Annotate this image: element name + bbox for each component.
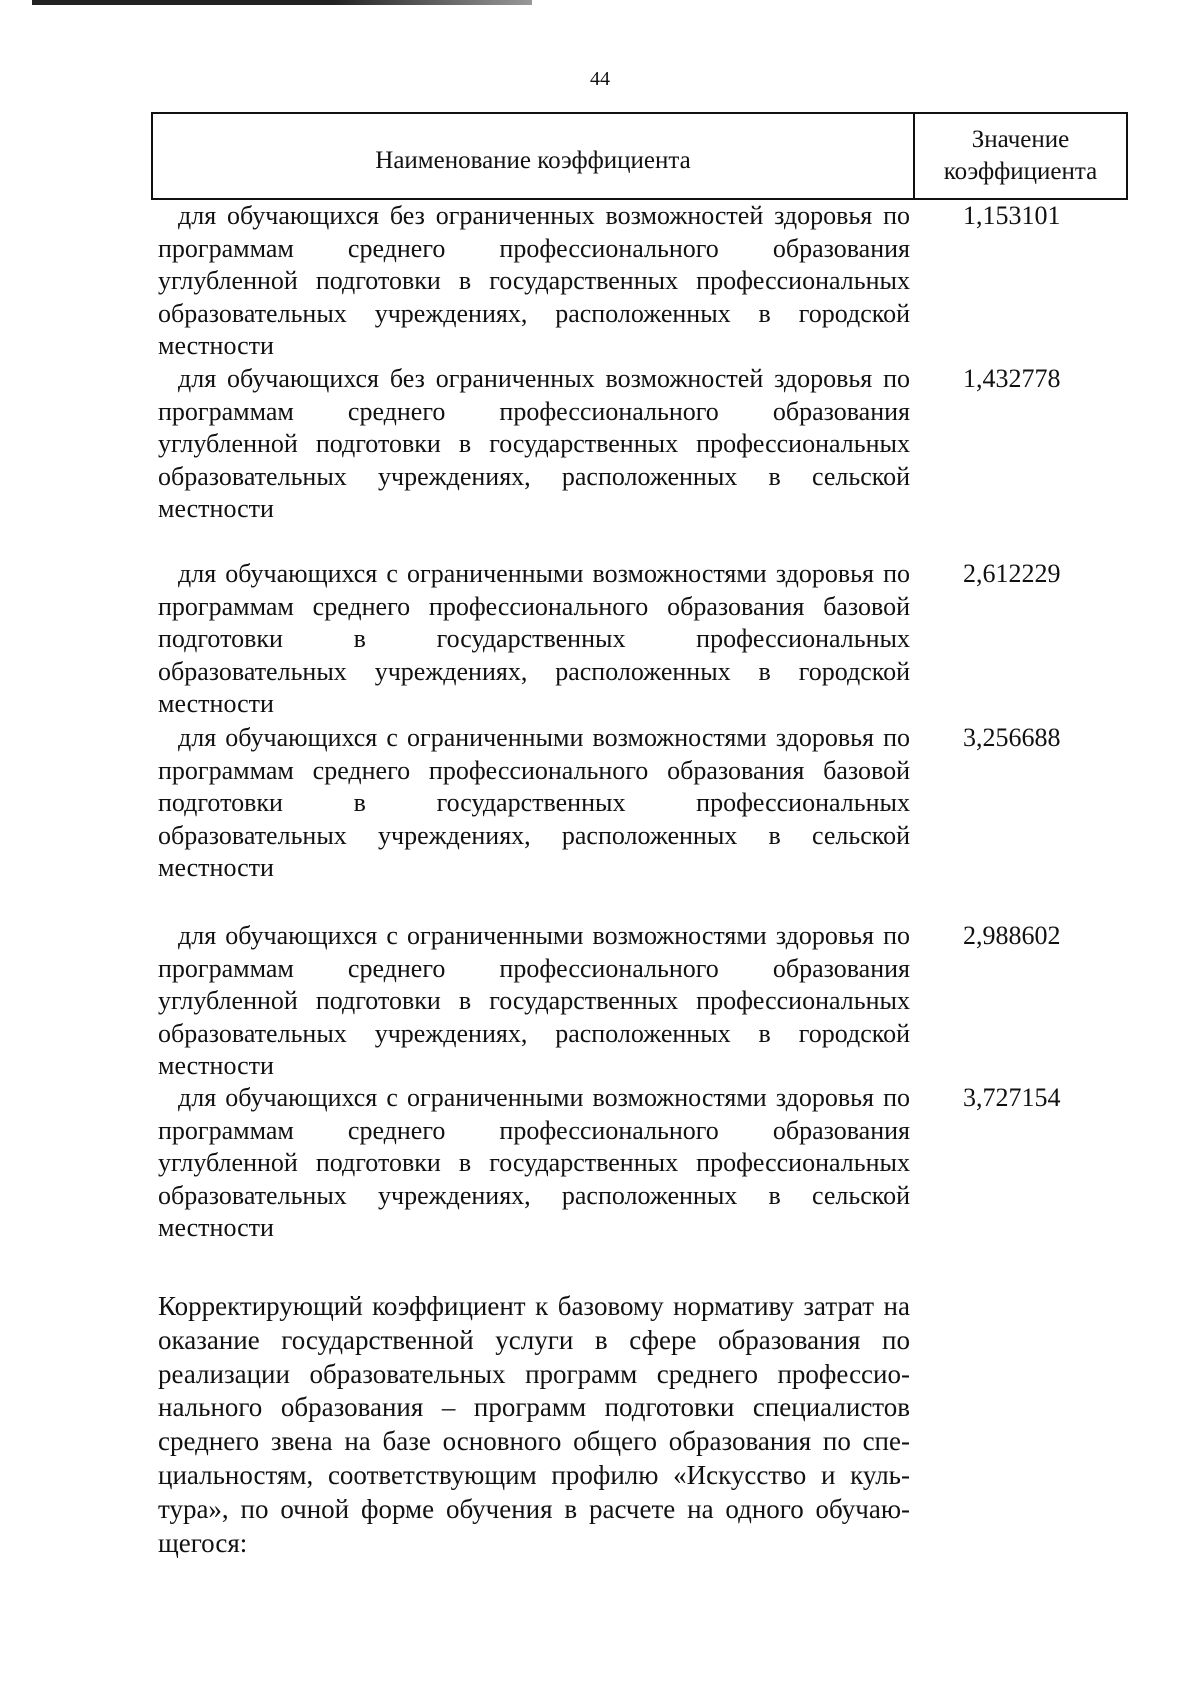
closing-paragraph: Корректирующий коэффициент к базовому нормативу затрат на оказание государственной услуги в сфере образования по реализации образовательных программ среднего профессионального образования – программ подготовки специалистов среднего звена на базе основного общего образования по специальностям, соответствующим профилю «Искусство и культура», по очной форме обучения в расчете на одного обучающегося:: [158, 1291, 910, 1558]
row-coefficient-value: 1,153101: [963, 201, 1061, 230]
row-description: для обучающихся с ограниченными возможностями здоровья по программам среднего профессионального образования базовой подготовки в государственных профессиональных образовательных учреждениях, расположенных в сельской местности: [158, 723, 910, 882]
scan-edge-bar: [32, 0, 532, 5]
header-coefficient-value: [915, 114, 1126, 198]
row-coefficient-value: 1,432778: [963, 364, 1061, 393]
header-coefficient-name: Наименование коэффициента: [153, 114, 915, 198]
header-value-line1: Значение: [971, 126, 1070, 153]
row-coefficient-value: 2,612229: [963, 559, 1061, 588]
row-coefficient-value: 2,988602: [963, 921, 1061, 950]
table-header: [151, 112, 1128, 200]
row-coefficient-value: 3,727154: [963, 1083, 1061, 1112]
header-value-line2: коэффициента: [943, 158, 1098, 185]
row-description: для обучающихся без ограниченных возможностей здоровья по программам среднего профессионального образования углубленной подготовки в государственных профессиональных образовательных учреждениях, расположенных в городской местности: [158, 201, 910, 360]
row-description: для обучающихся с ограниченными возможностями здоровья по программам среднего профессионального образования базовой подготовки в государственных профессиональных образовательных учреждениях, расположенных в городской местности: [158, 559, 910, 718]
row-coefficient-value: 3,256688: [963, 723, 1061, 752]
row-description: для обучающихся с ограниченными возможностями здоровья по программам среднего профессионального образования углубленной подготовки в государственных профессиональных образовательных учреждениях, расположенных в городской местности: [158, 921, 910, 1080]
row-description: для обучающихся с ограниченными возможностями здоровья по программам среднего профессионального образования углубленной подготовки в государственных профессиональных образовательных учреждениях, расположенных в сельской местности: [158, 1083, 910, 1242]
row-description: для обучающихся без ограниченных возможностей здоровья по программам среднего профессионального образования углубленной подготовки в государственных профессиональных образовательных учреждениях, расположенных в сельской местности: [158, 364, 910, 523]
page-number: 44: [590, 68, 610, 90]
